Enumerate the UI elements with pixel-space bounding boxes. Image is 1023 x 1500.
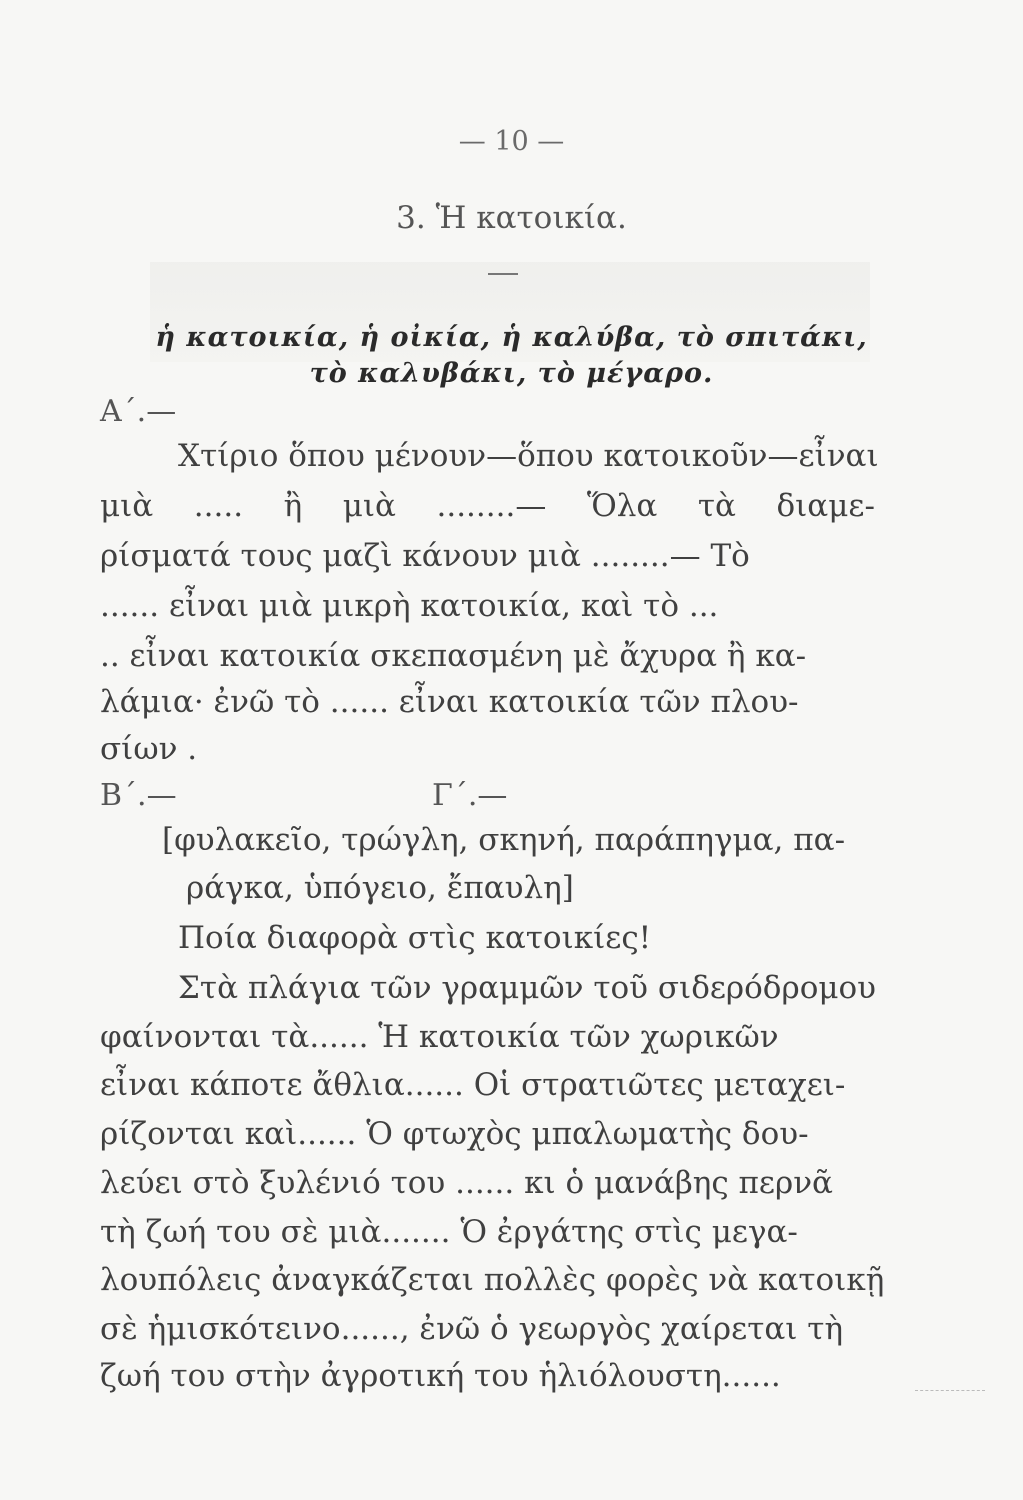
word-list-line: [φυλακεῖο, τρώγλη, σκηνή, παράπηγμα, πα- bbox=[162, 822, 846, 858]
word: Ὅλα bbox=[586, 488, 658, 524]
part-b-label: Β΄.— bbox=[100, 778, 177, 813]
page-number: — 10 — bbox=[458, 126, 565, 157]
text-line: σίων . bbox=[100, 731, 198, 767]
text-line: τὴ ζωή του σὲ μιὰ....... Ὁ ἐργάτης στὶς μεγα- bbox=[100, 1214, 798, 1250]
part-a-label: Α΄.— bbox=[100, 394, 177, 429]
text-line: ρίσματά τους μαζὶ κάνουν μιὰ ........— Τὸ bbox=[100, 538, 750, 574]
text-line: ρίζονται καὶ...... Ὁ φτωχὸς μπαλωματὴς δου- bbox=[100, 1116, 809, 1152]
word: μιὰ bbox=[342, 488, 396, 524]
word: τὰ bbox=[697, 488, 736, 524]
text-line: .. εἶναι κατοικία σκεπασμένη μὲ ἄχυρα ἢ κα- bbox=[100, 638, 807, 674]
text-line: Στὰ πλάγια τῶν γραμμῶν τοῦ σιδερόδρομου bbox=[178, 970, 877, 1006]
word: διαμε- bbox=[776, 488, 875, 524]
text-line: λάμια· ἐνῶ τὸ ...... εἶναι κατοικία τῶν πλου- bbox=[100, 684, 799, 720]
text-line: ...... εἶναι μιὰ μικρὴ κατοικία, καὶ τὸ ... bbox=[100, 588, 719, 624]
section-title: 3. Ἡ κατοικία. bbox=[396, 200, 627, 236]
question-line: Ποία διαφορὰ στὶς κατοικίες! bbox=[178, 920, 652, 956]
word-list-line: ράγκα, ὑπόγειο, ἔπαυλη] bbox=[186, 870, 574, 906]
word: ..... bbox=[193, 488, 244, 524]
text-line: φαίνονται τὰ...... Ἡ κατοικία τῶν χωρικῶν bbox=[100, 1019, 779, 1055]
scan-mark bbox=[915, 1390, 985, 1391]
word: μιὰ bbox=[100, 488, 154, 524]
text-line: σὲ ἡμισκότεινο......, ἐνῶ ὁ γεωργὸς χαίρεται τὴ bbox=[100, 1311, 844, 1347]
text-line: εἶναι κάποτε ἄθλια...... Οἱ στρατιῶτες μεταχει- bbox=[100, 1067, 846, 1103]
word: ........— bbox=[436, 488, 547, 524]
text-line: λουπόλεις ἀναγκάζεται πολλὲς φορὲς νὰ κατοικῇ bbox=[100, 1262, 885, 1298]
text-line: Χτίριο ὅπου μένουν—ὅπου κατοικοῦν—εἶναι bbox=[178, 438, 879, 474]
text-line: λεύει στὸ ξυλένιό του ...... κι ὁ μανάβης περνᾶ bbox=[100, 1165, 833, 1201]
text-line: ζωή του στὴν ἀγροτική του ἡλιόλουστη...... bbox=[100, 1358, 781, 1394]
vocabulary-line: τὸ καλυβάκι, τὸ μέγαρο. bbox=[309, 358, 714, 389]
word: ἢ bbox=[283, 488, 303, 524]
divider bbox=[488, 273, 518, 275]
vocabulary-line: ἡ κατοικία, ἡ οἰκία, ἡ καλύβα, τὸ σπιτάκι, bbox=[155, 322, 868, 353]
text-line bbox=[100, 488, 875, 524]
part-c-label: Γ΄.— bbox=[432, 778, 508, 813]
